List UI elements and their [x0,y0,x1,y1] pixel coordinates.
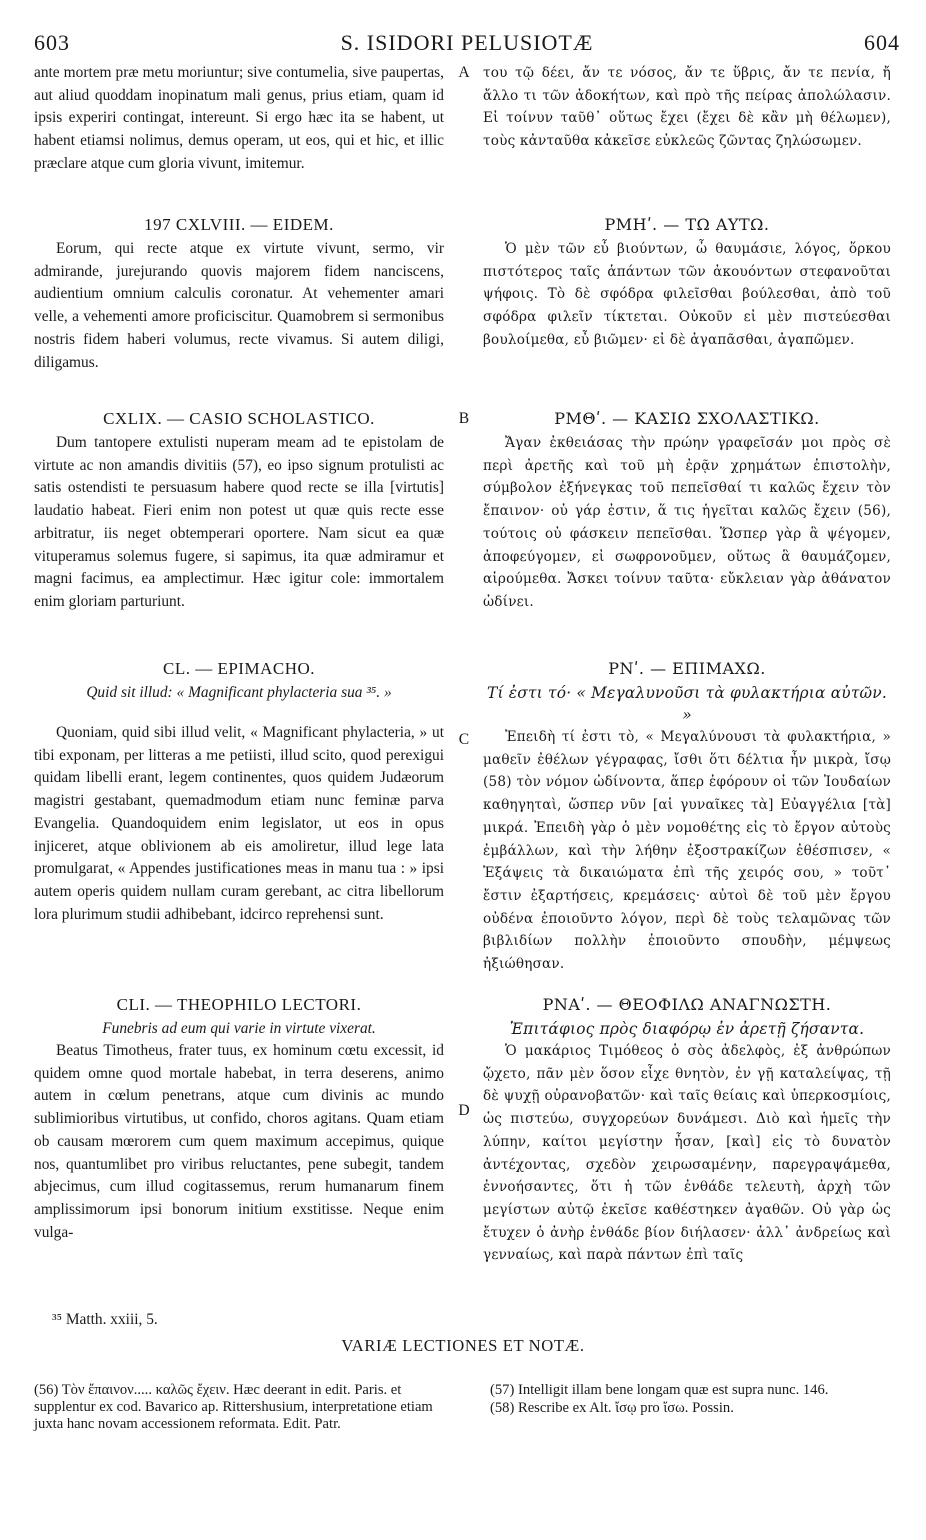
latin-letter-151 [34,992,444,1244]
page-header [34,30,900,62]
greek-letter-paragraph: Ἐπειδὴ τί ἐστι τὸ, « Μεγαλύνουσι τὰ φυλακτήρια, » μαθεῖν ἐθέλων γέγραφας, ἴσθι ὅτι δέλτια ἦν μικρὰ, ἴσῳ (58) τὸν νόμον ὠδίνοντα, ἅπερ ἐφόρουν οἱ τῶν Ἰουδαίων καθηγηταὶ, ὥσπερ νῦν [αἱ γυναῖκες τὰ] Εὐαγγέλια [τὰ] μικρά. Ἐπειδὴ γὰρ ὁ μὲν νομοθέτης εἰς τὸ ἔργον αὐτοὺς ἐμβάλλων, καὶ τὴν λήθην ἐξοστρακίζων ἐθέσπισεν, « Ἐξάψεις τὰ δικαιώματα ἐπὶ τῆς χειρός σου, » τοῦτ᾽ ἔστιν ἐξαρτήσεις, κρεμάσεις· αὐτοὶ δὲ τοῦ μὲν ἔργου οὐδένα ἐποιοῦντο λόγον, περὶ δὲ τοὺς τελαμῶνας τῶν βιβλιδίων πολλὴν ἐποιοῦντο σπουδὴν, μέμψεως ἠξιώθησαν. [483,729,891,973]
page-number-left: 603 [34,30,70,55]
margin-letter-b: B [458,410,470,427]
greek-intro [483,62,891,153]
note-56: (56) Τὸν ἔπαινον..... καλῶς ἔχειν. Hæc deerant in edit. Paris. et supplentur ex cod. Bavarico ap. Rittershusium, interpretatione etiam juxta hanc novam accessionem reformata. Edit. Patr. [34,1382,433,1432]
margin-letter-d: D [458,1102,470,1119]
latin-letter-paragraph: Beatus Timotheus, frater tuus, ex hominum cœtu excessit, id quidem omne quod mortale habebat, in terra deserens, animo autem in cœlum penetrans, atque cum divinis ac mundo sublimioribus virtutibus, ut confido, choros agitans. Quam etiam ob causam mœrorem cum quem maximum accepimus, quique nos, quantumlibet pro viribus reluctantes, pene subegit, tandem abjecimus, cum illud cogitassemus, rerum humanarum finem amplissimorum ipsi bonorum initium exstitisse. Neque enim vulga- [34,1042,444,1241]
greek-letter-paragraph: Ὁ μακάριος Τιμόθεος ὁ σὸς ἀδελφὸς, ἐξ ἀνθρώπων ᾤχετο, πᾶν μὲν ὅσον εἶχε θνητὸν, ἐν γῇ καταλείψας, τῇ δὲ ψυχῇ οὐρανοβατῶν· καὶ ταῖς θείαις καὶ ὑπερκοσμίοις, ὡς πιστεύω, συγχορεύων δυνάμεσι. Διὸ καὶ ἡμεῖς τὴν λύπην, καίτοι μεγίστην ἦσαν, [καὶ] εἰς τὸ δυνατὸν ἀντέχοντας, σχεδὸν χειρωσαμένην, παρεγραψάμεθα, ἐννοήσαντες, ὅτι ἡ τῶν ἐνθάδε τελευτὴ, ἀρχὴ τῶν μεγίστων αὐτῷ ἐκεῖσε καθέστηκεν ἀγαθῶν. Οὐ γὰρ ὡς ἔτυχεν ὁ ἀνὴρ ἐνθάδε βίον διήλασεν· ἀλλ᾽ ἀνδρείως καὶ γενναίως, καὶ παρὰ πάντων ἐπὶ ταῖς [483,1043,891,1264]
latin-letter-149 [34,406,444,614]
latin-letter-148 [34,212,444,374]
greek-letter-paragraph: Ἄγαν ἐκθειάσας τὴν πρώην γραφεῖσάν μοι πρὸς σὲ περὶ ἀρετῆς καὶ τοῦ μὴ ἐρᾷν χρημάτων ἐπιστολὴν, σύμβολον ἐξήνεγκας τοῦ πεπεῖσθαί τι καλῶς ἔχειν τὸν ἔπαινον· οὐ γάρ ἐστιν, ἅ τις ἡγεῖται καλῶς ἔχειν (56), τούτοις οὐ φάσκειν πεπεῖσθαι. Ὥσπερ γὰρ ἃ ψέγομεν, ἀποφεύγομεν, εἰ σωφρονοῦμεν, οὕτως ἃ θαυμάζομεν, αἱρούμεθα. Ἄσκει τοίνυν ταῦτα· εὔκλειαν γὰρ ἀθάνατον ὠδίνει. [483,435,891,610]
latin-letter-heading: CLI. — THEOPHILO LECTORI. [116,995,362,1014]
latin-letter-heading: CL. — EPIMACHO. [162,659,315,678]
latin-intro [34,62,444,176]
greek-letter-148 [483,212,891,352]
footnote: ³⁵ Matth. xxiii, 5. [52,1311,158,1328]
latin-letter-paragraph: Dum tantopere extulisti nuperam meam ad te epistolam de virtute ac non amandis divitiis (57), eo ipso signum protulisti ac satis ostendisti te persuasum habere quod recte se illa [virtutis] laudatio habeat. Fieri enim non potest ut quæ quis recte esse arbitratur, iis neget obtemperari oportere. Nam sicut ea quæ vituperamus solemus fugere, si sapimus, ita quæ admiramur et magni facimus, ea amplectimur. Hæc igitur cole: immortalem enim gloriam parturiunt. [34,434,444,610]
greek-intro-paragraph: του τῷ δέει, ἄν τε νόσος, ἄν τε ὕβρις, ἄν τε πενία, ἤ ἄλλο τι τῶν ἀδοκήτων, καὶ πρὸ τῆς πείρας ἀπολώλασιν. Εἰ τοίνυν ταῦθ᾽ οὕτως ἔχει (ἔχει δὲ κἂν μὴ θέλωμεν), τοὺς κἀνταῦθα κἀκεῖσε εὐκλεῶς ζῶντας ζηλώσωμεν. [483,65,891,150]
greek-letter-heading: ΡΜΗʹ. — ΤΩ ΑΥΤΩ. [604,215,770,234]
greek-letter-subtitle: Τί ἐστι τό· « Μεγαλυνοῦσι τὰ φυλακτήρια αὐτῶν. » [487,684,887,724]
greek-letter-paragraph: Ὁ μὲν τῶν εὖ βιούντων, ὦ θαυμάσιε, λόγος, ὅρκου πιστότερος ταῖς ἁπάντων τῶν ἀκουόντων στεφανοῦται ψήφοις. Τὸ δὲ σφόδρα φιλεῖσθαι βούλεσθαι, ἀπὸ τοῦ σφόδρα φιλεῖν τίκτεται. Οὐκοῦν εἰ μὲν πιστεύεσθαι βουλοίμεθα, εὖ βιῶμεν· εἰ δὲ ἀγαπᾶσθαι, ἀγαπῶμεν. [483,241,891,348]
margin-letter-c: C [458,731,470,748]
running-title: S. ISIDORI PELUSIOTÆ [340,30,594,55]
greek-letter-151 [483,992,891,1267]
notes-left [34,1382,462,1434]
latin-letter-150 [34,656,444,926]
note-57: (57) Intelligit illam bene longam quæ est supra nunc. 146. [490,1382,829,1398]
greek-letter-heading: ΡΝʹ. — ΕΠΙΜΑΧΩ. [608,659,766,678]
page-number-right: 604 [864,30,900,55]
latin-letter-heading: CXLIX. — CASIO SCHOLASTICO. [103,409,375,428]
latin-letter-subtitle: Funebris ad eum qui varie in virtute vixerat. [102,1020,376,1037]
latin-letter-heading: 197 CXLVIII. — EIDEM. [144,215,334,234]
greek-letter-150 [483,656,891,976]
greek-letter-149 [483,406,891,614]
notes-right [490,1382,890,1418]
latin-letter-subtitle: Quid sit illud: « Magnificant phylacteria sua ³⁵. » [86,684,392,701]
greek-letter-heading: ΡΝΑʹ. — ΘΕΟΦΙΛΩ ΑΝΑΓΝΩΣΤΗ. [542,995,832,1014]
notes-title: VARIÆ LECTIONES ET NOTÆ. [341,1336,585,1355]
latin-letter-paragraph: Quoniam, quid sibi illud velit, « Magnificant phylacteria, » ut tibi exponam, per litteras a me petiisti, illud scito, quod perexigui quidam libelli erant, legem continentes, quos quidem Judæorum magistri gestabant, quemadmodum etiam nunc feminæ parva Evangelia. Quandoquidem enim legislator, ut eos in opus injiceret, atque oblivionem ab eis amoliretur, illud lege lata promulgarat, « Appendes justificationes meas in manu tua : » ipsi autem operis quidem nullam curam gerebant, ac citra libellorum lora plurimum studii adhibebant, idcirco reprehensi sunt. [34,724,444,923]
margin-letter-a: A [458,64,470,81]
greek-letter-heading: ΡΜΘʹ. — ΚΑΣΙΩ ΣΧΟΛΑΣΤΙΚΩ. [554,409,820,428]
note-58: (58) Rescribe ex Alt. ἴσῳ pro ἴσω. Possin. [490,1400,734,1416]
greek-letter-subtitle: Ἐπιτάφιος πρὸς διαφόρῳ ἐν ἀρετῇ ζήσαντα. [509,1020,865,1038]
latin-letter-paragraph: Eorum, qui recte atque ex virtute vivunt, sermo, vir admirande, jurejurando quovis majorem fidem nanciscens, audientium omnium calculis coronatur. At vehementer amari velle, a vehementi amore proficiscitur. Quamobrem si sermonibus nostris fidem haberi volumus, recte vivamus. Si autem diligi, diligamus. [34,240,444,371]
latin-intro-paragraph: ante mortem præ metu moriuntur; sive contumelia, sive paupertas, aut aliud quoddam inopinatum mali genus, prius etiam, quam id ipsis experiri contingat, intereunt. Si ergo hæc ita se habent, ut habent etiamsi nolimus, demus operam, ut eos, qui et hic, et illic præclare atque cum gloria vivunt, imitemur. [34,64,444,172]
